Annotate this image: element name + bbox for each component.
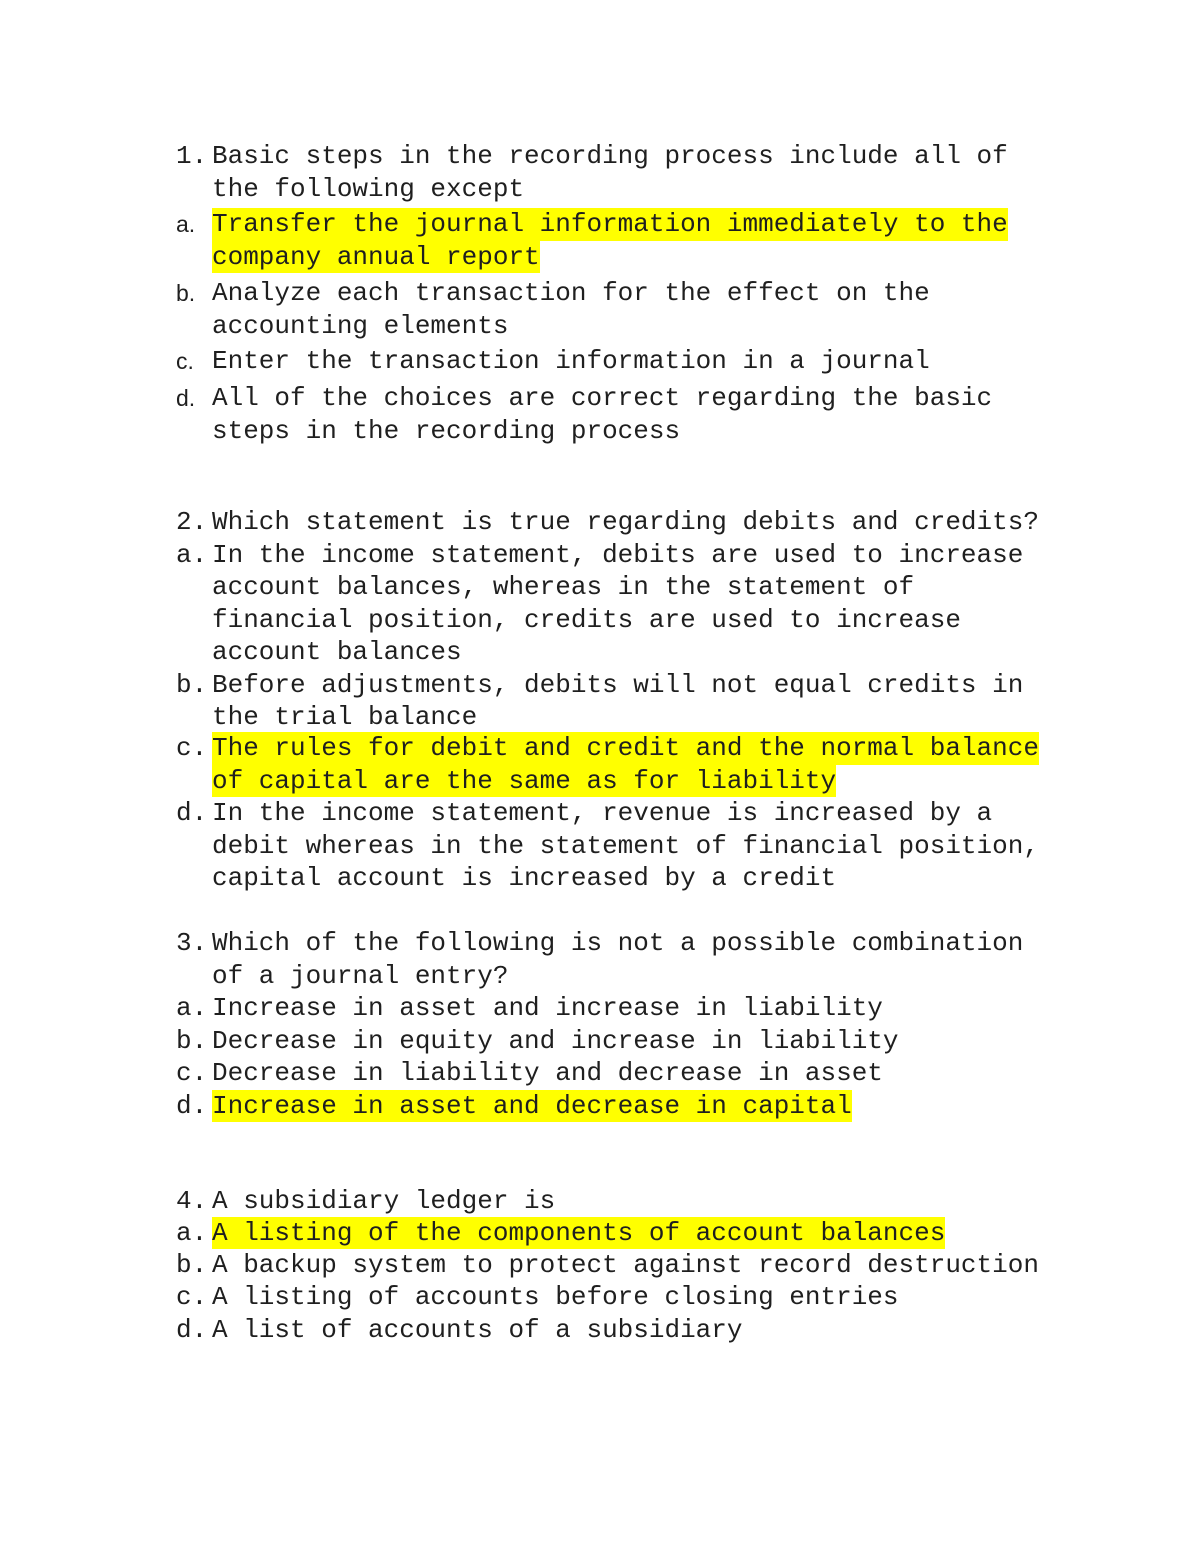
option-text-line: steps in the recording process <box>212 415 681 446</box>
question-text-line: Which of the following is not a possible combination <box>212 928 1024 958</box>
option-label: c. <box>176 733 208 763</box>
question-text-line: A subsidiary ledger is <box>212 1185 556 1216</box>
option-text-line-highlighted: The rules for debit and credit and the normal balance <box>212 733 1039 763</box>
option-label: b. <box>176 1250 208 1280</box>
option-label: d. <box>176 798 208 828</box>
option-text-line: In the income statement, debits are used to increase <box>212 539 1024 570</box>
option-text-line: account balances <box>212 637 462 667</box>
question-number: 2. <box>176 507 208 537</box>
option-label: b. <box>176 280 196 306</box>
option-label: a. <box>176 1217 208 1248</box>
option-text-line: A listing of accounts before closing entries <box>212 1282 899 1312</box>
option-label: a. <box>176 993 208 1023</box>
question-number: 4. <box>176 1185 208 1216</box>
option-text-line-highlighted: company annual report <box>212 241 540 272</box>
option-text-line: A backup system to protect against record destruction <box>212 1250 1039 1280</box>
option-text-line-highlighted: Transfer the journal information immediately to the <box>212 209 1008 239</box>
option-text-line: accounting elements <box>212 310 509 341</box>
option-label: d. <box>176 1090 208 1121</box>
question-text-line: of a journal entry? <box>212 960 509 991</box>
question-text-line: Basic steps in the recording process include all of <box>212 141 1008 171</box>
option-label: b. <box>176 1025 208 1056</box>
option-text-line-highlighted: Increase in asset and decrease in capital <box>212 1090 852 1121</box>
option-text-line-highlighted: of capital are the same as for liability <box>212 765 837 796</box>
option-label: a. <box>176 211 196 237</box>
option-label: d. <box>176 385 196 411</box>
option-label: a. <box>176 539 208 570</box>
option-text-line: In the income statement, revenue is increased by a <box>212 798 993 828</box>
option-text-line: Analyze each transaction for the effect on the <box>212 278 930 308</box>
option-text-line: financial position, credits are used to increase <box>212 604 961 635</box>
option-label: c. <box>176 1282 208 1312</box>
question-text-line: the following except <box>212 173 525 204</box>
question-text-line: Which statement is true regarding debits and credits? <box>212 507 1039 537</box>
option-text-line-highlighted: A listing of the components of account balances <box>212 1217 946 1248</box>
option-text-line: Increase in asset and increase in liability <box>212 993 883 1023</box>
option-text-line: account balances, whereas in the statement of <box>212 572 915 602</box>
option-text-line: A list of accounts of a subsidiary <box>212 1314 743 1345</box>
option-label: d. <box>176 1314 208 1345</box>
option-text-line: All of the choices are correct regarding the basic <box>212 383 993 413</box>
option-text-line: Decrease in liability and decrease in asset <box>212 1058 883 1088</box>
option-text-line: capital account is increased by a credit <box>212 863 837 893</box>
question-number: 3. <box>176 928 208 958</box>
option-label: b. <box>176 669 208 700</box>
option-label: c. <box>176 348 194 374</box>
question-number: 1. <box>176 141 208 171</box>
option-label: c. <box>176 1058 208 1088</box>
option-text-line: Enter the transaction information in a journal <box>212 346 930 376</box>
option-text-line: Decrease in equity and increase in liability <box>212 1025 899 1056</box>
option-text-line: Before adjustments, debits will not equal credits in <box>212 669 1024 700</box>
option-text-line: the trial balance <box>212 702 478 732</box>
option-text-line: debit whereas in the statement of financial position, <box>212 830 1039 861</box>
